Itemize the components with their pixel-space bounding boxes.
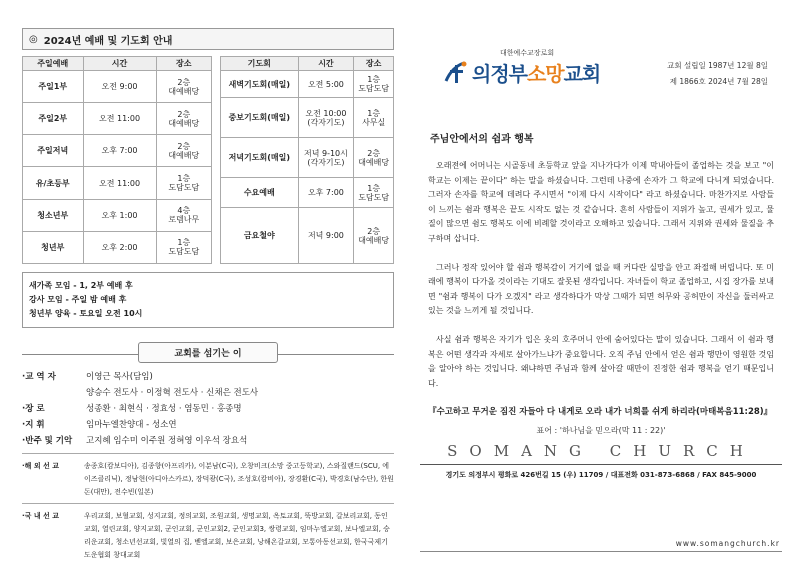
website-link[interactable]: www.somangchurch.kr — [675, 539, 780, 548]
service-place: 1층 도담도담 — [156, 231, 211, 263]
service-name: 저녁기도회(매일) — [221, 138, 299, 178]
staff-value: 고지혜 임수미 이주원 정혀영 이우석 장요석 — [86, 436, 248, 446]
mission-value: 송종호(캄보디아), 김종향(아프리카), 이분남(C국), 오창비크(소망 중고등학교), 스와질랜드(SCU, 에이즈클리닉), 정남현(아디아스카르), 장덕광(C국), 조성호(캄비아), 장경환(C국), 박경호(남수단), 한원돈(대만), 전수빈(일본) — [84, 462, 394, 496]
church-name-part: 교회 — [563, 62, 601, 86]
service-time: 오전 11:00 — [83, 167, 156, 199]
staff-row — [22, 385, 394, 401]
church-header — [420, 28, 782, 92]
issue-number: 제 1866호 2024년 7월 28일 — [669, 77, 768, 86]
church-name-part: 의정부 — [472, 62, 527, 86]
church-logo — [442, 58, 600, 87]
service-place: 2층 대예배당 — [156, 103, 211, 135]
staff-row — [22, 417, 394, 433]
table-header: 장소 — [354, 57, 394, 71]
service-time: 저녁 9:00 — [298, 208, 354, 264]
table-header: 장소 — [156, 57, 211, 71]
service-place: 2층 대예배당 — [156, 71, 211, 103]
service-place: 2층 대예배당 — [156, 135, 211, 167]
divider — [22, 503, 394, 504]
table-row — [23, 71, 212, 103]
service-name: 주일2부 — [23, 103, 84, 135]
mission-label: ·국 내 선 교 — [22, 512, 60, 520]
service-name: 청소년부 — [23, 199, 84, 231]
left-page — [22, 28, 394, 562]
table-row — [221, 208, 394, 264]
table-row — [221, 98, 394, 138]
prayer-table — [220, 56, 394, 264]
table-row — [23, 167, 212, 199]
table-row — [23, 199, 212, 231]
service-time: 오전 10:00 (각자기도) — [298, 98, 354, 138]
worship-table — [22, 56, 212, 264]
staff-label: ·지 휘 — [22, 420, 45, 430]
sermon-title: 주님안에서의 쉼과 행복 — [430, 134, 534, 145]
table-row — [221, 138, 394, 178]
service-time: 오전 11:00 — [83, 103, 156, 135]
meetings-box — [22, 272, 394, 328]
service-place: 1층 도담도담 — [156, 167, 211, 199]
schedule-tables — [22, 56, 394, 264]
mission-row — [22, 460, 394, 499]
staff-value: 성종환 · 최현식 · 정효성 · 염동민 · 홍종명 — [86, 404, 242, 414]
table-header: 시간 — [83, 57, 156, 71]
right-page — [420, 28, 782, 480]
staff-row — [22, 369, 394, 385]
table-header-row — [23, 57, 212, 71]
founded-date: 교회 설립일 1987년 12월 8일 — [667, 61, 768, 70]
sermon-paragraph: 오래전에 어머니는 시골동네 초등학교 앞을 지나가다가 이제 막내아들이 졸업하는 것을 보고 "이 학교는 이제는 끝이다" 하는 말을 하셨습니다. 그런데 나중에 손자가 그 학교에 다니게 되었습니다. 그러자 손자를 학교에 데려다 주시면서 "이제 다시 시작이다" 라고 하셨습니다. 마찬가지로 사람들이 느끼는 쉼과 행복은 끝도 시작도 없는 것 같습니다. 흔히 사람들이 지위가 높고, 권세가 있고, 물질이 많으면 쉼도 행복도 이에 비례할 것이라고 오해하고 있습니다. 그래서 지위와 권세와 물질을 추구하며 삽니다. — [428, 161, 774, 243]
table-header: 시간 — [298, 57, 354, 71]
table-row — [221, 71, 394, 98]
service-name: 새벽기도회(매일) — [221, 71, 299, 98]
staff-heading: 교회를 섬기는 이 — [138, 342, 278, 363]
divider — [22, 453, 394, 454]
bullet-icon: ◎ — [29, 33, 38, 45]
schedule-title-bar — [22, 28, 394, 50]
staff-row — [22, 401, 394, 417]
church-name-part: 소망 — [526, 62, 564, 86]
staff-value: 양승수 전도사 · 이정혁 전도사 · 신채은 전도사 — [86, 388, 259, 398]
staff-row — [22, 433, 394, 449]
service-place: 4층 로뎀나무 — [156, 199, 211, 231]
meeting-item: 청년부 양육 - 토요일 오전 10시 — [29, 309, 143, 318]
cross-logo-icon — [442, 59, 470, 87]
sermon-body — [420, 159, 782, 391]
church-name — [472, 58, 600, 87]
staff-heading-wrap — [22, 342, 394, 363]
service-place: 2층 대예배당 — [354, 208, 394, 264]
table-header: 기도회 — [221, 57, 299, 71]
staff-value: 임마누엘찬양대 - 성소연 — [86, 420, 177, 430]
divider — [420, 551, 782, 552]
table-row — [23, 231, 212, 263]
service-time: 오후 7:00 — [298, 178, 354, 208]
service-place: 1층 도담도담 — [354, 178, 394, 208]
church-motto: 표어 : '하나님을 믿으라(막 11 : 22)' — [536, 426, 666, 436]
table-row — [23, 135, 212, 167]
mission-row — [22, 510, 394, 562]
staff-list — [22, 369, 394, 449]
sermon-paragraph: 사실 쉼과 행복은 자기가 입은 옷의 호주머니 안에 숨어있다는 말이 있습니다. 그래서 이 쉼과 행복은 어떤 생각과 자세로 살아가느냐가 중요합니다. 오직 주님 안에서 얻은 쉼과 행만이 영원한 것임을 알아야 하는 것입니다. 왜냐하면 주님과 함께 살아갈 때만이 진정한 쉼과 행복을 얻기 때문입니다. — [428, 334, 774, 388]
mission-label: ·해 외 선 교 — [22, 462, 60, 470]
mission-value: 우리교회, 보혈교회, 성지교회, 정의교회, 조원교회, 생명교회, 옥토교회, 뚝방교회, 갈보리교회, 동인교회, 열린교회, 양지교회, 군인교회, 군인교회2, 군인교회3, 쌍령교회, 임마누엘교회, 보나엘교회, 승리운교회, 청소년선교회, 빛열의 집, 벧엘교회, 보은교회, 낭해온갈교회, 모통아동선교회, 한국국제기도운협회 창대교회 — [84, 512, 390, 559]
service-time: 오전 9:00 — [83, 71, 156, 103]
table-header: 주일예배 — [23, 57, 84, 71]
table-header-row — [221, 57, 394, 71]
staff-label: ·장 로 — [22, 404, 45, 414]
service-name: 금요철야 — [221, 208, 299, 264]
service-time: 오후 1:00 — [83, 199, 156, 231]
church-address: 경기도 의정부시 평화로 426번길 15 (우) 11709 / 대표전화 031-873-6868 / FAX 845-9000 — [445, 471, 757, 480]
service-time: 저녁 9-10시 (각자기도) — [298, 138, 354, 178]
service-name: 청년부 — [23, 231, 84, 263]
meeting-item: 강사 모임 - 주일 밤 예배 후 — [29, 295, 127, 304]
service-time: 오후 7:00 — [83, 135, 156, 167]
church-english-name: SOMANG CHURCH — [447, 442, 755, 461]
staff-value: 이영근 목사(담임) — [86, 372, 153, 382]
staff-label: ·반주 및 기악 — [22, 436, 73, 446]
denomination: 대한예수교장로회 — [500, 49, 555, 57]
schedule-title: 2024년 예배 및 기도회 안내 — [43, 35, 173, 47]
meeting-item: 새가족 모임 - 1, 2부 예배 후 — [29, 281, 133, 290]
service-place: 1층 도담도담 — [354, 71, 394, 98]
bible-verse: 『수고하고 무거운 짐진 자들아 다 내게로 오라 내가 너희를 쉬게 하리라(마태복음11:28)』 — [428, 407, 773, 418]
table-row — [221, 178, 394, 208]
service-place: 2층 대예배당 — [354, 138, 394, 178]
table-row — [23, 103, 212, 135]
service-name: 유/초등부 — [23, 167, 84, 199]
sermon-paragraph: 그러나 정작 있어야 할 쉼과 행복감이 거기에 없을 때 커다란 실망을 안고 좌절해 버립니다. 또 미래에 행복이 다가올 것이라는 기대도 잘못된 생각입니다. 자녀들이 학교 졸업하고, 시집 장가를 보내면 "쉼과 행복이 다가 오겠지" 라고 생각하다가 막상 그때가 되면 허무와 공허만이 자신을 둘러싸고 있는 것을 느끼게 될 것입니다. — [428, 262, 774, 316]
service-name: 중보기도회(매일) — [221, 98, 299, 138]
service-name: 주일1부 — [23, 71, 84, 103]
missions-list — [22, 460, 394, 562]
divider — [420, 464, 782, 465]
service-name: 주일저녁 — [23, 135, 84, 167]
service-name: 수요예배 — [221, 178, 299, 208]
service-time: 오전 5:00 — [298, 71, 354, 98]
service-place: 1층 사무실 — [354, 98, 394, 138]
service-time: 오후 2:00 — [83, 231, 156, 263]
staff-label: ·교 역 자 — [22, 372, 56, 382]
